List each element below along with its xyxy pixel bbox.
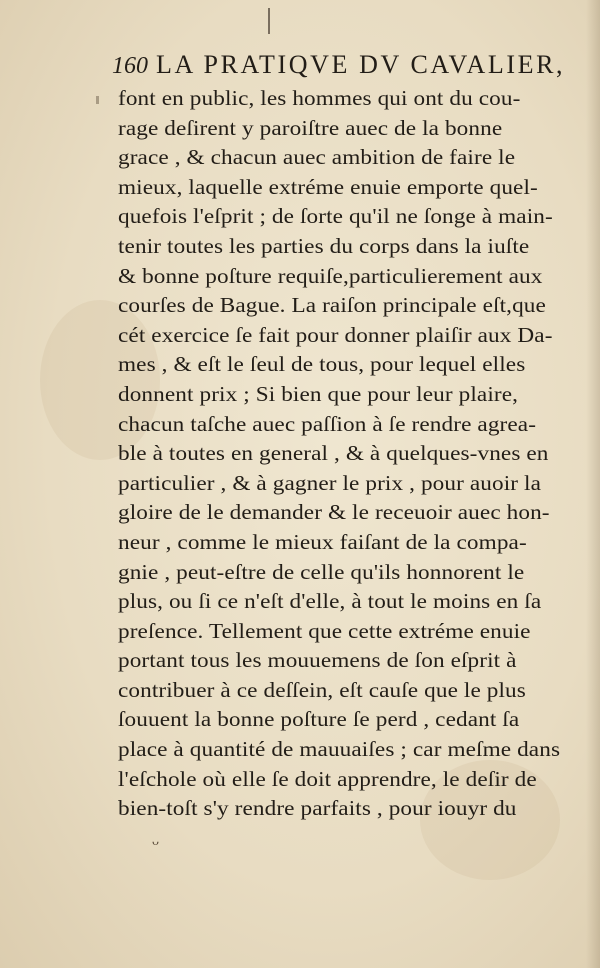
text-line: particulier , & à gagner le prix , pour auoir la [118, 470, 541, 495]
text-line: bien-toſt s'y rendre parfaits , pour iouyr du [118, 796, 517, 821]
text-line: plus, ou ſi ce n'eſt d'elle, à tout le moins en ſa [118, 589, 542, 614]
text-line: donnent prix ; Si bien que pour leur plaire, [118, 381, 519, 406]
text-line: place à quantité de mauuaiſes ; car meſme dans [118, 737, 561, 762]
text-line: l'eſchole où elle ſe doit apprendre, le deſir de [118, 766, 537, 791]
text-line: grace , & chacun auec ambition de faire le [118, 145, 516, 170]
text-line: cét exercice ſe fait pour donner plaiſir aux Da- [118, 322, 553, 347]
text-line: preſence. Tellement que cette extréme enuie [118, 618, 531, 643]
text-line: portant tous les mouuemens de ſon eſprit à [118, 648, 517, 673]
text-line: quefois l'eſprit ; de ſorte qu'il ne ſonge à main- [118, 204, 553, 229]
text-line: mieux, laquelle extréme enuie emporte quel- [118, 174, 538, 199]
footer-mark: ᴗ [152, 834, 159, 849]
text-line: gloire de le demander & le receuoir auec hon- [118, 500, 550, 525]
text-line: neur , comme le mieux faiſant de la compa- [118, 529, 527, 554]
page-header [112, 50, 592, 86]
text-line: & bonne poſture requiſe,particulierement aux [118, 263, 543, 288]
page-number: 160 [112, 53, 148, 79]
printer-mark [268, 8, 270, 34]
text-line: font en public, les hommes qui ont du cou- [118, 86, 521, 110]
text-line: ble à toutes en general , & à quelques-vnes en [118, 441, 549, 466]
text-line: chacun taſche auec paſſion à ſe rendre agrea- [118, 411, 537, 436]
ink-speck [96, 96, 99, 104]
text-line: ſouuent la bonne poſture ſe perd , cedant ſa [118, 707, 520, 732]
body-text [118, 84, 586, 824]
text-line: contribuer à ce deſſein, eſt cauſe que le plus [118, 677, 526, 702]
running-title: LA PRATIQVE DV CAVALIER, [156, 50, 566, 79]
text-line: rage deſirent y paroiſtre auec de la bonne [118, 115, 503, 140]
text-line: gnie , peut-eſtre de celle qu'ils honnorent le [118, 559, 525, 584]
text-line: mes , & eſt le ſeul de tous, pour lequel elles [118, 352, 526, 377]
text-line: tenir toutes les parties du corps dans la iuſte [118, 233, 530, 258]
text-line: courſes de Bague. La raiſon principale eſt,que [118, 293, 546, 318]
